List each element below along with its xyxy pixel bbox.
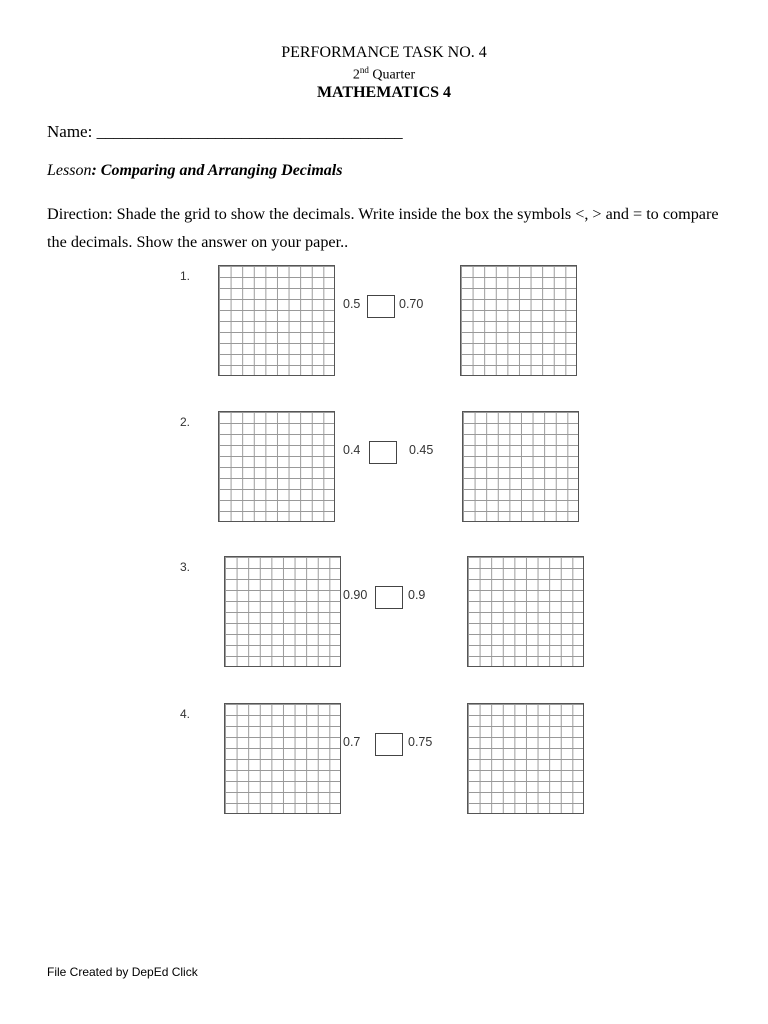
answer-box[interactable] bbox=[375, 586, 403, 609]
quarter-number: 2 bbox=[352, 67, 360, 83]
hundred-grid-left[interactable] bbox=[224, 703, 341, 814]
quarter-label bbox=[0, 65, 768, 84]
hundred-grid-left[interactable] bbox=[218, 411, 335, 522]
left-decimal: 0.90 bbox=[343, 588, 368, 602]
hundred-grid-right[interactable] bbox=[462, 411, 579, 522]
subject-heading: MATHEMATICS 4 bbox=[316, 84, 452, 101]
right-decimal: 0.70 bbox=[399, 297, 424, 311]
lesson-label: Lesson bbox=[47, 162, 92, 179]
right-decimal: 0.45 bbox=[409, 443, 434, 457]
right-decimal: 0.75 bbox=[408, 735, 433, 749]
hundred-grid-right[interactable] bbox=[467, 703, 584, 814]
right-decimal: 0.9 bbox=[408, 588, 426, 602]
hundred-grid-left[interactable] bbox=[218, 265, 335, 376]
page-title: PERFORMANCE TASK NO. 4 bbox=[281, 44, 487, 61]
left-decimal: 0.4 bbox=[343, 443, 361, 457]
item-number: 3. bbox=[180, 560, 191, 574]
answer-box[interactable] bbox=[369, 441, 397, 464]
footer-credit: File Created by DepEd Click bbox=[47, 965, 198, 979]
hundred-grid-right[interactable] bbox=[460, 265, 577, 376]
item-number: 4. bbox=[180, 707, 191, 721]
lesson-title: : Comparing and Arranging Decimals bbox=[91, 162, 343, 179]
hundred-grid-right[interactable] bbox=[467, 556, 584, 667]
lesson-line bbox=[47, 162, 342, 180]
exercise-item-2 bbox=[0, 411, 768, 531]
exercise-item-1 bbox=[0, 265, 768, 385]
exercise-item-4 bbox=[0, 703, 768, 823]
name-line: Name: ____________________________________ bbox=[47, 122, 403, 141]
exercise-item-3 bbox=[0, 556, 768, 676]
quarter-ordinal-suffix: nd bbox=[359, 65, 369, 75]
hundred-grid-left[interactable] bbox=[224, 556, 341, 667]
left-decimal: 0.5 bbox=[343, 297, 361, 311]
direction-text: Direction: Shade the grid to show the decimals. Write inside the box the symbols <, > and = to compare the decimals. Show the answer on your paper.. bbox=[47, 205, 719, 251]
quarter-word: Quarter bbox=[368, 67, 416, 83]
answer-box[interactable] bbox=[375, 733, 403, 756]
answer-box[interactable] bbox=[367, 295, 395, 318]
item-number: 2. bbox=[180, 415, 191, 429]
item-number: 1. bbox=[180, 269, 191, 283]
left-decimal: 0.7 bbox=[343, 735, 361, 749]
